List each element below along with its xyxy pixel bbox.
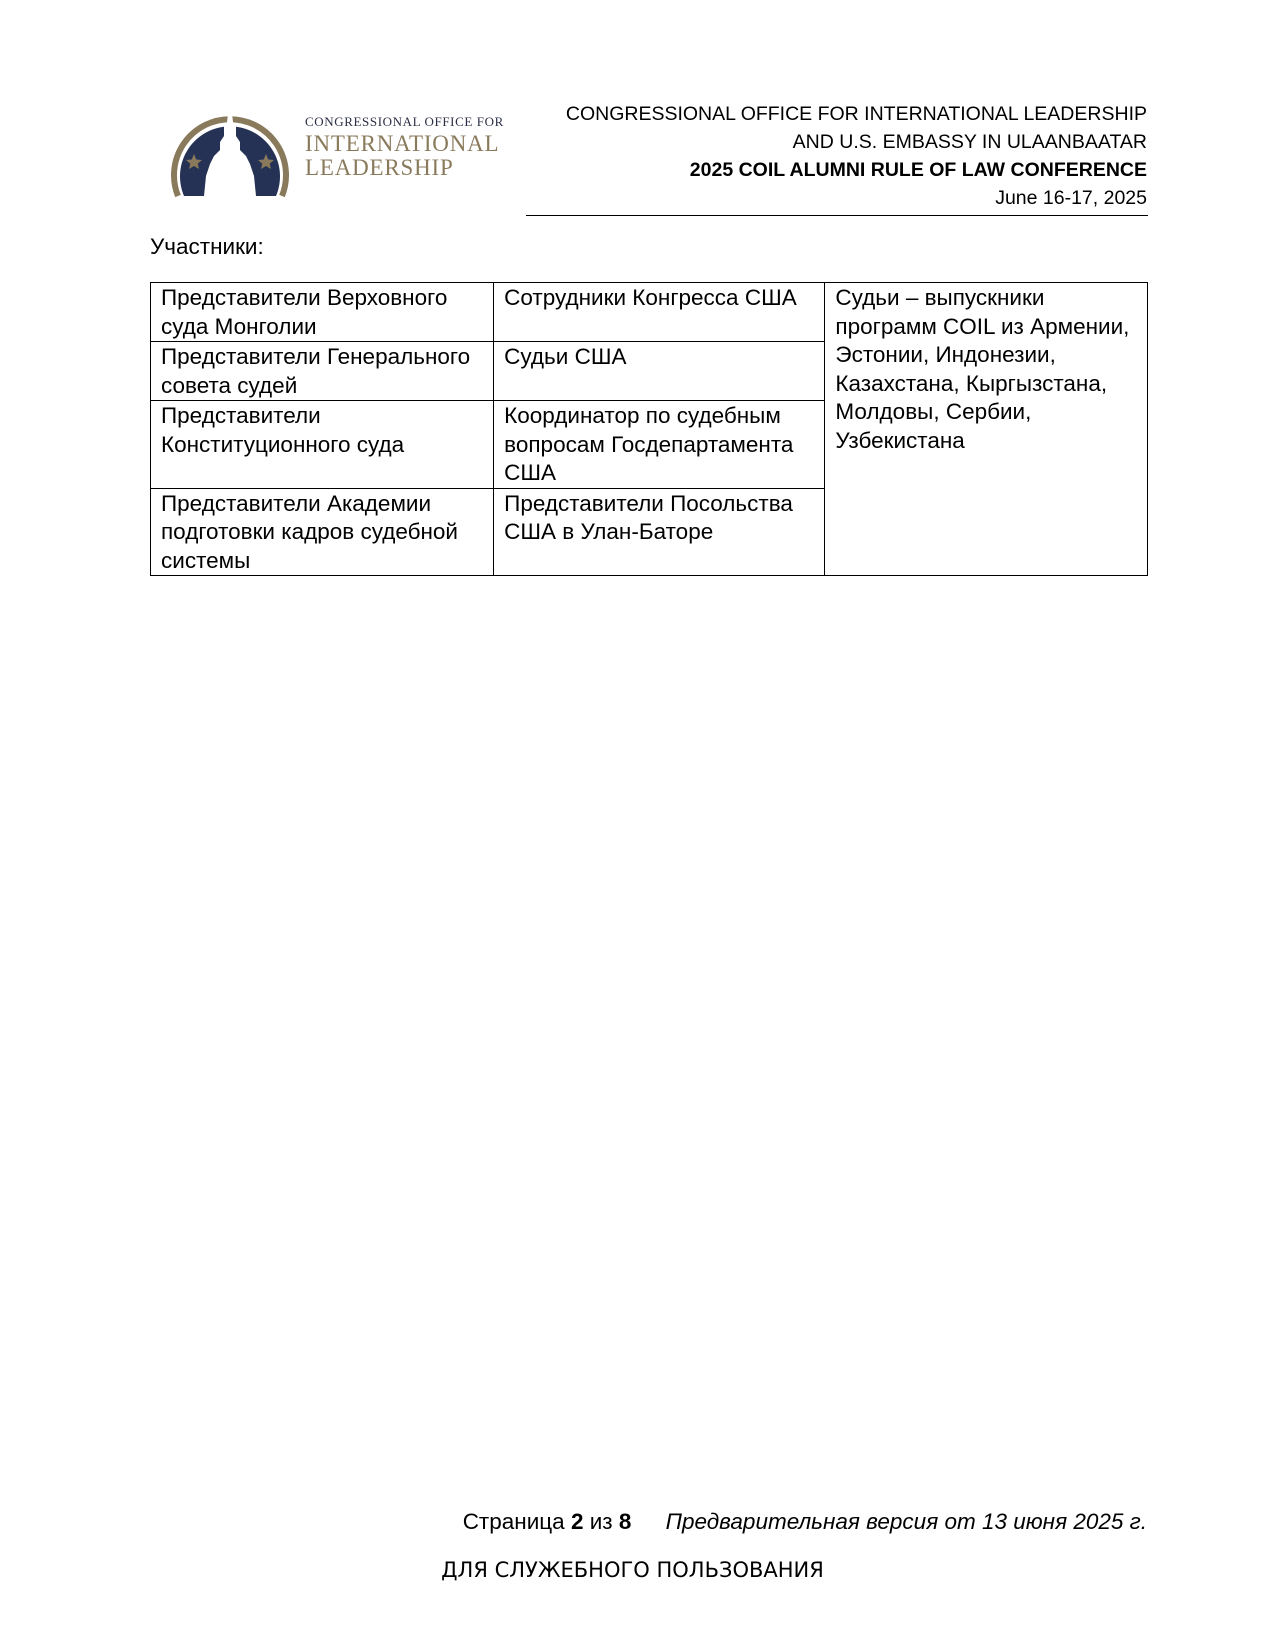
table-cell: Представители Посольства США в Улан-Баторе — [494, 488, 825, 576]
document-header — [566, 100, 1147, 212]
coil-logo — [170, 92, 515, 204]
logo-line-3: LEADERSHIP — [305, 155, 454, 180]
header-dates: June 16-17, 2025 — [995, 187, 1147, 209]
header-conference-title: 2025 COIL ALUMNI RULE OF LAW CONFERENCE — [689, 159, 1147, 181]
page-word: Страница — [462, 1509, 565, 1534]
header-org-line-1: CONGRESSIONAL OFFICE FOR INTERNATIONAL LEADERSHIP — [565, 103, 1147, 125]
page-footer — [463, 1507, 1147, 1537]
section-label: Участники: — [150, 234, 264, 259]
table-cell: Судьи США — [494, 342, 825, 401]
table-row — [151, 283, 1148, 342]
of-word: из — [589, 1509, 613, 1534]
table-cell: Сотрудники Конгресса США — [494, 283, 825, 342]
classification-marking: ДЛЯ СЛУЖЕБНОГО ПОЛЬЗОВАНИЯ — [441, 1558, 824, 1582]
logo-line-2: INTERNATIONAL — [305, 131, 500, 156]
capitol-dome-icon — [170, 92, 290, 204]
logo-wordmark — [305, 114, 504, 180]
table-cell: Представители Генерального совета судей — [151, 342, 494, 401]
table-cell: Представители Академии подготовки кадров судебной системы — [151, 488, 494, 576]
page-total: 8 — [618, 1509, 632, 1534]
draft-note: Предварительная версия от 13 июня 2025 г. — [665, 1509, 1147, 1534]
table-cell: Представители Верховного суда Монголии — [151, 283, 494, 342]
table-cell: Представители Конституционного суда — [151, 401, 494, 489]
table-cell: Координатор по судебным вопросам Госдепартамента США — [494, 401, 825, 489]
participants-table — [150, 282, 1148, 576]
logo-line-1: CONGRESSIONAL OFFICE FOR — [305, 114, 504, 129]
header-org-line-2: AND U.S. EMBASSY IN ULAANBAATAR — [792, 131, 1147, 153]
page-current: 2 — [570, 1509, 584, 1534]
table-cell-alumni: Судьи – выпускники программ COIL из Армении, Эстонии, Индонезии, Казахстана, Кыргызстана, Молдовы, Сербии, Узбекистана — [825, 283, 1148, 576]
header-divider — [526, 215, 1148, 216]
